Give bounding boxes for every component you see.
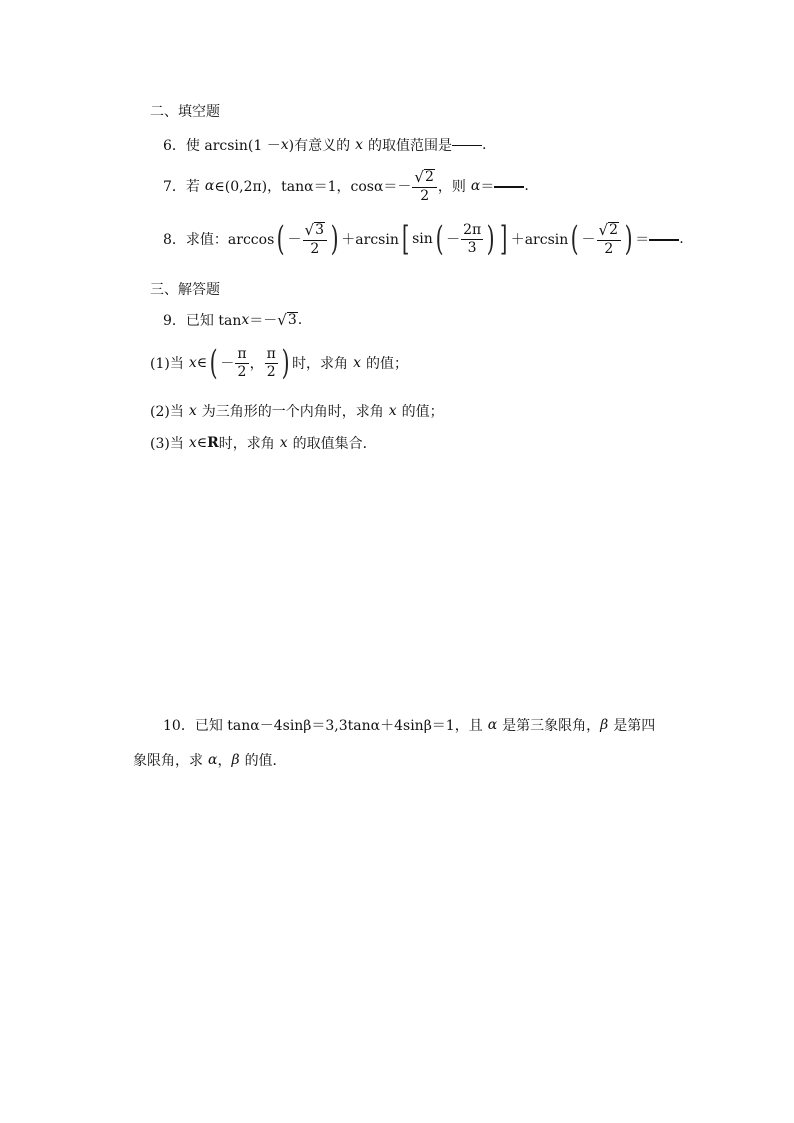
section-title-answer bbox=[150, 279, 220, 299]
question-8: 8． 求值：arccos ( － √ 3 2 ) ＋arcsin [ sin ( － $\frac{2\pi}{3}$ ) ] ＋arcsin ( － √ 2 2 ) ＝ . bbox=[163, 219, 684, 259]
q7-answer-blank[interactable] bbox=[494, 185, 524, 188]
q10-text: 象限角，求 bbox=[133, 753, 203, 769]
q7-var-alpha: α bbox=[470, 178, 481, 194]
q9-var-x: x bbox=[279, 435, 288, 451]
q9-sqrt: √ 3 bbox=[277, 311, 297, 330]
q8-fraction-2: $\frac{2\pi}{3}$ bbox=[463, 221, 482, 256]
q6-text-mid: )有意义的 bbox=[288, 138, 351, 154]
q8-eq: ＝ bbox=[635, 232, 650, 248]
q7-fraction: √ 2 2 bbox=[412, 169, 436, 204]
q9-period: . bbox=[297, 312, 303, 328]
question-9-part-3: (3)当 x ∈ R 时，求角 x 的取值集合． bbox=[150, 435, 377, 452]
q8-text: ＋arcsin bbox=[341, 232, 399, 248]
question-10-line-2: 象限角，求 α ， β 的值． bbox=[133, 752, 287, 769]
q7-text: 若 bbox=[185, 179, 200, 195]
q7-period: . bbox=[524, 178, 529, 194]
part-text: 时，求角 bbox=[218, 436, 275, 452]
q9-var-x: x bbox=[188, 355, 197, 371]
question-9-part-2 bbox=[150, 401, 444, 421]
question-7 bbox=[163, 164, 529, 208]
q9-var-x: x bbox=[188, 435, 197, 451]
part-text: 为三角形的一个内角时，求角 bbox=[201, 404, 384, 420]
q8-answer-blank[interactable] bbox=[649, 238, 679, 241]
q10-text: 已知 tanα－4sinβ＝3,3tanα＋4sinβ＝1，且 bbox=[194, 718, 483, 734]
section-title-text: 三、解答题 bbox=[150, 282, 220, 298]
q10-text: 是第三象限角， bbox=[502, 718, 601, 734]
question-number: 8． bbox=[163, 232, 186, 248]
q10-var-alpha: α bbox=[208, 752, 218, 768]
q9-text: 已知 tan bbox=[185, 313, 242, 329]
q7-var-alpha: α bbox=[204, 178, 215, 194]
part-label: (1)当 bbox=[150, 356, 184, 372]
question-9-part-1: (1)当 x ∈ ( － $\frac{\pi}{2}$ ， $\frac{\pi}{2}$ ) 时，求角 x 的值； bbox=[150, 343, 408, 383]
q9-eq: ＝－ bbox=[249, 313, 278, 329]
q9-var-x: x bbox=[388, 403, 397, 419]
q9-var-x: x bbox=[188, 403, 197, 419]
q10-var-beta: β bbox=[600, 717, 609, 733]
q8-text: ＋arcsin bbox=[510, 232, 569, 248]
question-number: 7． bbox=[163, 179, 186, 195]
q7-eq: ＝ bbox=[480, 179, 495, 195]
part-text: 的值； bbox=[365, 356, 408, 372]
q6-text-pre: 使 arcsin(1 － bbox=[185, 138, 281, 154]
section-title-fill-in bbox=[150, 101, 220, 121]
q9-set-R: R bbox=[207, 435, 219, 451]
q10-text: 是第四 bbox=[613, 718, 656, 734]
q10-text: 的值． bbox=[244, 753, 287, 769]
q6-var-x: x bbox=[280, 137, 289, 153]
question-10 bbox=[163, 715, 655, 735]
q10-var-beta: β bbox=[231, 752, 240, 768]
part-text: 的值； bbox=[401, 404, 444, 420]
q7-text: ∈(0,2π)，tanα＝1，cosα＝－ bbox=[214, 179, 412, 195]
part-label: (2)当 bbox=[150, 404, 184, 420]
part-label: (3)当 bbox=[150, 436, 184, 452]
part-text: 的取值集合． bbox=[292, 436, 377, 452]
q9-fraction-2: $\frac{\pi}{2}$ bbox=[266, 345, 276, 380]
question-number: 9． bbox=[163, 313, 186, 329]
q9-fraction-1: $\frac{\pi}{2}$ bbox=[237, 345, 247, 380]
q6-var-x: x bbox=[355, 137, 364, 153]
q8-sin: sin bbox=[412, 231, 433, 247]
question-9 bbox=[163, 310, 302, 330]
question-number: 10． bbox=[163, 718, 195, 734]
section-title-text: 二、填空题 bbox=[150, 104, 220, 120]
q10-var-alpha: α bbox=[487, 717, 498, 733]
question-6 bbox=[163, 135, 486, 155]
q6-period: . bbox=[482, 137, 487, 153]
q7-text: ，则 bbox=[437, 179, 466, 195]
q6-answer-blank[interactable] bbox=[452, 144, 482, 146]
q8-fraction-3: √ 2 2 bbox=[597, 222, 621, 257]
q8-text: 求值：arccos bbox=[185, 232, 275, 248]
question-number: 6． bbox=[163, 138, 186, 154]
q9-var-x: x bbox=[241, 312, 250, 328]
q9-var-x: x bbox=[353, 355, 361, 371]
part-text: 时，求角 bbox=[292, 356, 349, 372]
q8-period: . bbox=[679, 231, 684, 247]
q6-text-post: 的取值范围是 bbox=[368, 138, 453, 154]
q8-fraction-1: √ 3 2 bbox=[303, 222, 327, 257]
